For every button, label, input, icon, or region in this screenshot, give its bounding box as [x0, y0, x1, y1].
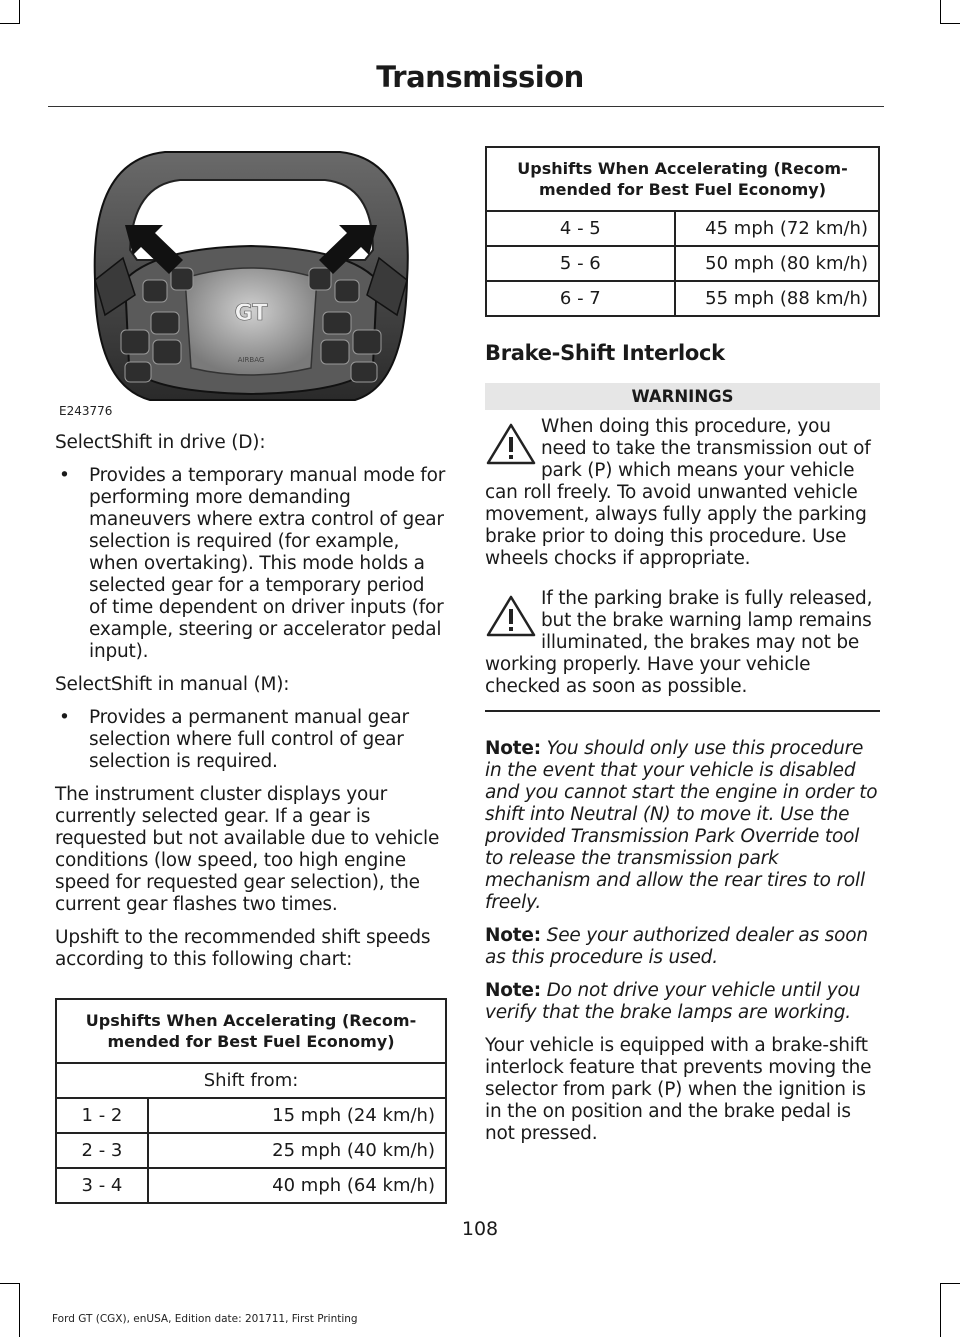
note-label: Note: — [485, 980, 541, 1001]
figure-id: E243776 — [59, 404, 113, 418]
page-title: Transmission — [376, 60, 584, 94]
note-text: Do not drive your vehicle until you verify that the brake lamps are working. — [485, 980, 861, 1023]
table-row — [56, 1168, 446, 1203]
speed-cell: 45 mph (72 km/h) — [675, 211, 879, 246]
crop-mark — [19, 0, 20, 24]
table-header: Upshifts When Accelerating (Recom-mended for Best Fuel Economy) — [56, 999, 446, 1063]
note-text: See your authorized dealer as soon as this procedure is used. — [485, 925, 868, 968]
crop-mark — [0, 23, 20, 24]
warning-triangle-icon — [485, 594, 537, 638]
gear-cell: 4 - 5 — [486, 211, 675, 246]
note-1 — [485, 738, 880, 914]
table-subheader: Shift from: — [56, 1063, 446, 1098]
upshift-table-1 — [55, 998, 447, 1204]
left-column — [55, 130, 447, 1204]
steering-wheel-illustration — [55, 130, 447, 420]
warning-text: When doing this procedure, you need to take the transmission out of park (P) which means your vehicle can roll freely. To avoid unwanted vehicle movement, always fully apply the parking brake prior to doing this procedure. Use wheels chocks if appropriate. — [485, 416, 871, 569]
selectshift-drive-heading: SelectShift in drive (D): — [55, 432, 266, 453]
crop-mark — [0, 1283, 20, 1284]
gear-cell: 5 - 6 — [486, 246, 675, 281]
crop-mark — [19, 1283, 20, 1337]
gear-cell: 6 - 7 — [486, 281, 675, 316]
list-item: • Provides a temporary manual mode for performing more demanding maneuvers where extra control of gear selection is required (for example, when overtaking). This mode holds a selected gear for a temporary period of time dependent on driver inputs (for example, steering or accelerator pedal input). — [55, 465, 447, 663]
right-column — [485, 146, 880, 1156]
warning-text: If the parking brake is fully released, but the brake warning lamp remains illuminated, the brakes may not be working properly. Have your vehicle checked as soon as possible. — [485, 588, 873, 697]
airbag-label: AIRBAG — [237, 356, 265, 364]
selectshift-manual-heading: SelectShift in manual (M): — [55, 674, 290, 695]
note-label: Note: — [485, 738, 541, 759]
table-header: Upshifts When Accelerating (Recom-mended for Best Fuel Economy) — [486, 147, 879, 211]
section-title: Brake-Shift Interlock — [485, 341, 725, 365]
gear-cell: 2 - 3 — [56, 1133, 148, 1168]
upshift-table-2 — [485, 146, 880, 317]
note-2 — [485, 925, 880, 969]
cluster-paragraph: The instrument cluster displays your currently selected gear. If a gear is requested but not available due to vehicle conditions (low speed, too high engine speed for requested gear selection), the current gear flashes two times. — [55, 784, 440, 915]
note-label: Note: — [485, 925, 541, 946]
warning-block — [485, 588, 880, 698]
steering-wheel-figure — [55, 130, 447, 420]
crop-mark — [940, 1283, 960, 1284]
gear-cell: 1 - 2 — [56, 1098, 148, 1133]
interlock-paragraph: Your vehicle is equipped with a brake-shift interlock feature that prevents moving the selector from park (P) when the ignition is in the on position and the brake pedal is not pressed. — [485, 1035, 872, 1144]
table-row — [56, 1098, 446, 1133]
crop-mark — [940, 1283, 941, 1337]
speed-cell: 50 mph (80 km/h) — [675, 246, 879, 281]
table-row — [486, 281, 879, 316]
upshift-paragraph: Upshift to the recommended shift speeds according to this following chart: — [55, 927, 431, 970]
table-row — [486, 211, 879, 246]
speed-cell: 15 mph (24 km/h) — [148, 1098, 446, 1133]
manual-bullets — [55, 707, 447, 773]
warning-block — [485, 416, 880, 570]
warning-divider — [485, 710, 880, 712]
list-item: • Provides a permanent manual gear selection where full control of gear selection is required. — [55, 707, 447, 773]
svg-text:GT: GT — [234, 301, 268, 326]
title-divider — [48, 106, 884, 107]
drive-bullets — [55, 465, 447, 663]
page-number: 108 — [461, 1218, 499, 1240]
table-row — [486, 246, 879, 281]
warning-triangle-icon — [485, 422, 537, 466]
warnings-header: WARNINGS — [485, 383, 880, 410]
table-row — [56, 1133, 446, 1168]
speed-cell: 55 mph (88 km/h) — [675, 281, 879, 316]
speed-cell: 40 mph (64 km/h) — [148, 1168, 446, 1203]
crop-mark — [940, 0, 941, 24]
crop-mark — [940, 23, 960, 24]
speed-cell: 25 mph (40 km/h) — [148, 1133, 446, 1168]
gear-cell: 3 - 4 — [56, 1168, 148, 1203]
note-text: You should only use this procedure in the event that your vehicle is disabled and you cannot start the engine in order to shift into Neutral (N) to move it. Use the provided Transmission Park Override tool to release the transmission park mechanism and allow the rear tires to roll freely. — [485, 738, 878, 913]
note-3 — [485, 980, 880, 1024]
footer-text: Ford GT (CGX), enUSA, Edition date: 201711, First Printing — [52, 1313, 358, 1325]
